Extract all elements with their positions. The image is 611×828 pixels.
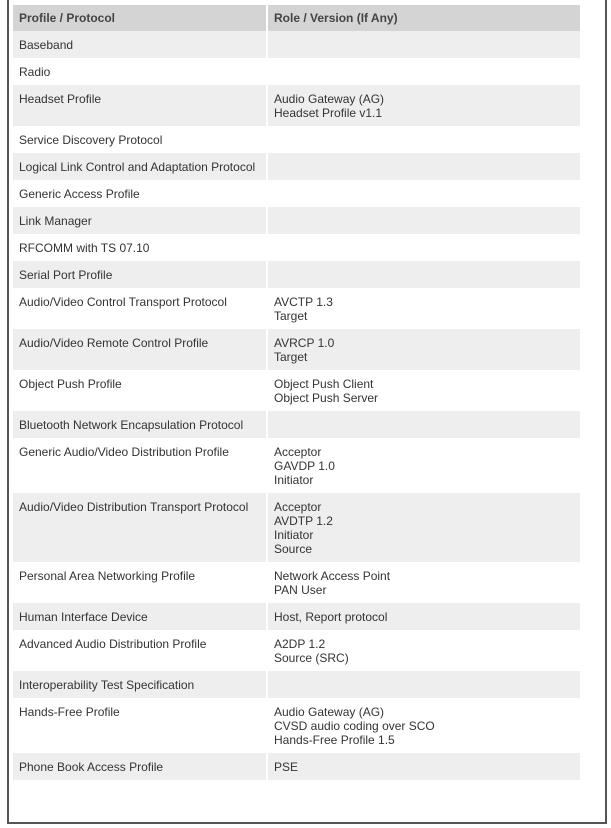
role-cell: [268, 288, 580, 329]
role-cell: [268, 207, 580, 234]
role-cell: [268, 261, 580, 288]
role-line: Target: [274, 350, 308, 364]
table-row: [13, 85, 580, 126]
role-line: Audio Gateway (AG): [274, 705, 385, 719]
role-cell: [268, 698, 580, 753]
role-cell: [268, 85, 580, 126]
profile-cell: Service Discovery Protocol: [13, 126, 266, 153]
profile-cell: Serial Port Profile: [13, 261, 266, 288]
role-line: Source (SRC): [274, 651, 349, 665]
table-row: [13, 261, 580, 288]
profile-cell: Phone Book Access Profile: [13, 753, 266, 780]
role-cell: [268, 630, 580, 671]
profile-cell: Object Push Profile: [13, 370, 266, 411]
role-line: Headset Profile v1.1: [274, 106, 383, 120]
profile-cell: Headset Profile: [13, 85, 266, 126]
profiles-table: [11, 5, 582, 780]
content-frame: [7, 0, 607, 824]
column-header-profile: Profile / Protocol: [13, 5, 266, 31]
table-row: [13, 207, 580, 234]
profile-cell: Audio/Video Remote Control Profile: [13, 329, 266, 370]
column-header-role: Role / Version (If Any): [268, 5, 580, 31]
role-cell: [268, 603, 580, 630]
role-line: Hands-Free Profile 1.5: [274, 733, 395, 747]
profile-cell: Hands-Free Profile: [13, 698, 266, 753]
role-cell: [268, 438, 580, 493]
table-header: [13, 5, 580, 31]
table-row: [13, 753, 580, 780]
table-row: [13, 329, 580, 370]
role-cell: [268, 370, 580, 411]
role-line: A2DP 1.2: [274, 637, 326, 651]
role-line: AVCTP 1.3: [274, 295, 333, 309]
role-line: PSE: [274, 760, 299, 774]
role-cell: [268, 234, 580, 261]
table-row: [13, 153, 580, 180]
role-cell: [268, 329, 580, 370]
profile-cell: Interoperability Test Specification: [13, 671, 266, 698]
profile-cell: Generic Audio/Video Distribution Profile: [13, 438, 266, 493]
table-row: [13, 411, 580, 438]
table-row: [13, 438, 580, 493]
profile-cell: Logical Link Control and Adaptation Protocol: [13, 153, 266, 180]
role-line: Acceptor: [274, 445, 322, 459]
role-line: CVSD audio coding over SCO: [274, 719, 435, 733]
table-row: [13, 31, 580, 58]
profile-cell: Link Manager: [13, 207, 266, 234]
table-body: [13, 31, 580, 780]
profile-cell: Human Interface Device: [13, 603, 266, 630]
role-cell: [268, 562, 580, 603]
role-line: Object Push Server: [274, 391, 379, 405]
profile-cell: Generic Access Profile: [13, 180, 266, 207]
role-cell: [268, 180, 580, 207]
role-cell: [268, 493, 580, 562]
role-cell: [268, 671, 580, 698]
role-line: PAN User: [274, 583, 327, 597]
table-row: [13, 671, 580, 698]
role-cell: [268, 31, 580, 58]
table-row: [13, 234, 580, 261]
table-row: [13, 126, 580, 153]
table-row: [13, 603, 580, 630]
profile-cell: Bluetooth Network Encapsulation Protocol: [13, 411, 266, 438]
table-row: [13, 180, 580, 207]
header-row: [13, 5, 580, 31]
role-line: Target: [274, 309, 308, 323]
role-line: Network Access Point: [274, 569, 391, 583]
role-cell: [268, 58, 580, 85]
role-cell: [268, 153, 580, 180]
role-line: Host, Report protocol: [274, 610, 388, 624]
table-row: [13, 58, 580, 85]
profile-cell: Advanced Audio Distribution Profile: [13, 630, 266, 671]
role-line: GAVDP 1.0: [274, 459, 335, 473]
role-line: Source: [274, 542, 313, 556]
role-line: Initiator: [274, 528, 314, 542]
role-line: Acceptor: [274, 500, 322, 514]
profile-cell: Audio/Video Distribution Transport Protocol: [13, 493, 266, 562]
table-row: [13, 562, 580, 603]
role-line: AVRCP 1.0: [274, 336, 335, 350]
role-line: Audio Gateway (AG): [274, 92, 385, 106]
role-line: Initiator: [274, 473, 314, 487]
table-row: [13, 370, 580, 411]
profile-cell: Audio/Video Control Transport Protocol: [13, 288, 266, 329]
role-line: Object Push Client: [274, 377, 374, 391]
role-cell: [268, 411, 580, 438]
table-row: [13, 288, 580, 329]
role-line: AVDTP 1.2: [274, 514, 333, 528]
role-cell: [268, 126, 580, 153]
profile-cell: RFCOMM with TS 07.10: [13, 234, 266, 261]
profile-cell: Baseband: [13, 31, 266, 58]
table-row: [13, 630, 580, 671]
table-row: [13, 493, 580, 562]
role-cell: [268, 753, 580, 780]
table-row: [13, 698, 580, 753]
profile-cell: Radio: [13, 58, 266, 85]
profile-cell: Personal Area Networking Profile: [13, 562, 266, 603]
